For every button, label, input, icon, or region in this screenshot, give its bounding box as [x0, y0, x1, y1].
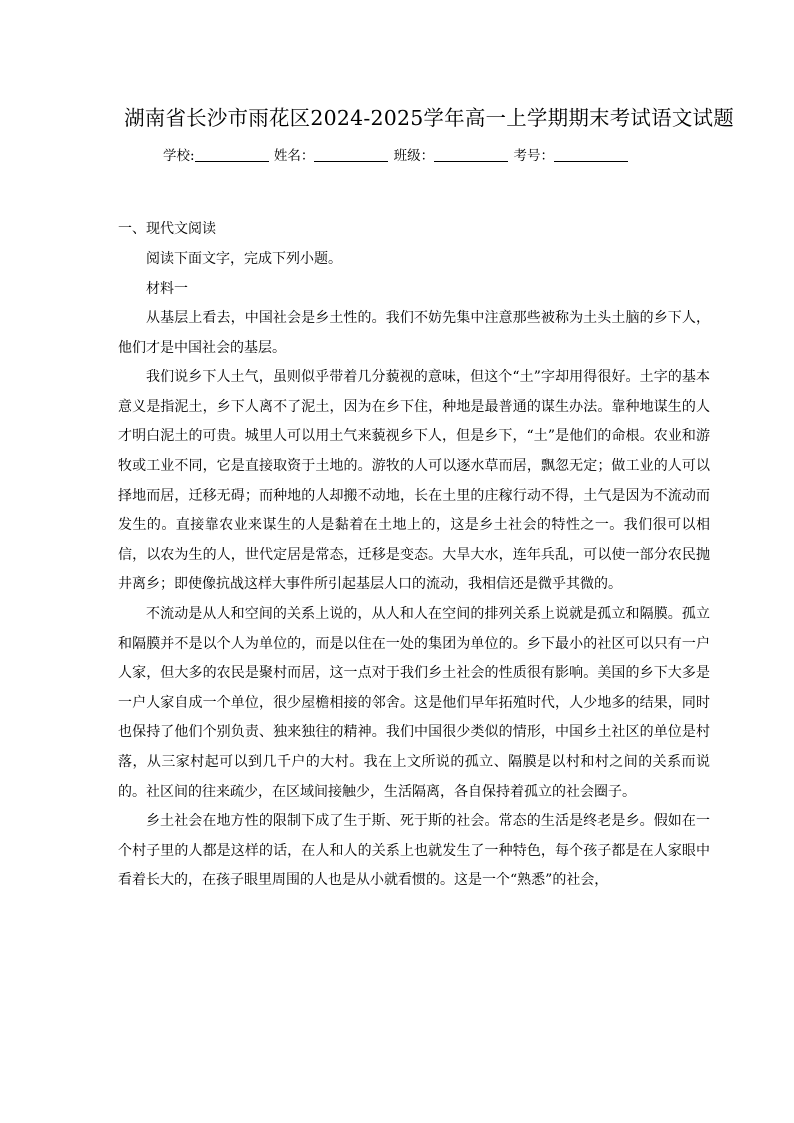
paragraph-3: 不流动是从人和空间的关系上说的，从人和人在空间的排列关系上说就是孤立和隔膜。孤立和隔膜并不是以个人为单位的，而是以住在一处的集团为单位的。乡下最小的社区可以只有一户人家，但大多的农民是聚村而居，这一点对于我们乡土社会的性质很有影响。美国的乡下大多是一户人家自成一个单位，很少屋檐相接的邻舍。这是他们早年拓殖时代，人少地多的结果，同时也保持了他们个别负责、独来独往的精神。我们中国很少类似的情形，中国乡土社区的单位是村落，从三家村起可以到几千户的大村。我在上文所说的孤立、隔膜是以村和村之间的关系而说的。社区间的往来疏少，在区域间接触少，生活隔离，各自保持着孤立的社会圈子。 — [118, 605, 710, 800]
number-blank[interactable] — [554, 147, 628, 162]
school-blank[interactable] — [195, 147, 269, 162]
name-label: 姓名： — [273, 148, 315, 164]
material-label: 材料一 — [146, 281, 188, 297]
class-label: 班级： — [393, 148, 435, 164]
section-heading: 一、现代文阅读 — [118, 221, 216, 237]
class-blank[interactable] — [434, 147, 508, 162]
student-info-line — [82, 144, 710, 164]
paragraph-2: 我们说乡下人土气，虽则似乎带着几分藐视的意味，但这个“土”字却用得很好。土字的基本意义是指泥土，乡下人离不了泥土，因为在乡下住，种地是最普通的谋生办法。靠种地谋生的人才明白泥土的可贵。城里人可以用土气来藐视乡下人，但是乡下，“土”是他们的命根。农业和游牧或工业不同，它是直接取资于土地的。游牧的人可以逐水草而居，飘忽无定；做工业的人可以择地而居，迁移无碍；而种地的人却搬不动地，长在土里的庄稼行动不得，土气是因为不流动而发生的。直接靠农业来谋生的人是黏着在土地上的，这是乡土社会的特性之一。我们很可以相信，以农为生的人，世代定居是常态，迁移是变态。大旱大水，连年兵乱，可以使一部分农民抛井离乡；即使像抗战这样大事件所引起基层人口的流动，我相信还是微乎其微的。 — [118, 369, 710, 593]
school-label: 学校: — [163, 148, 195, 164]
name-blank[interactable] — [314, 147, 388, 162]
reading-instruction: 阅读下面文字，完成下列小题。 — [146, 251, 342, 267]
paragraph-1: 从基层上看去，中国社会是乡土性的。我们不妨先集中注意那些被称为土头土脑的乡下人，他们才是中国社会的基层。 — [118, 310, 710, 356]
number-label: 考号： — [513, 148, 554, 164]
paragraph-4: 乡土社会在地方性的限制下成了生于斯、死于斯的社会。常态的生活是终老是乡。假如在一个村子里的人都是这样的话，在人和人的关系上也就发生了一种特色，每个孩子都是在人家眼中看着长大的，在孩子眼里周围的人也是从小就看惯的。这是一个“熟悉”的社会， — [118, 813, 710, 889]
exam-title: 湖南省长沙市雨花区2024-2025学年高一上学期期末考试语文试题 — [124, 106, 734, 130]
